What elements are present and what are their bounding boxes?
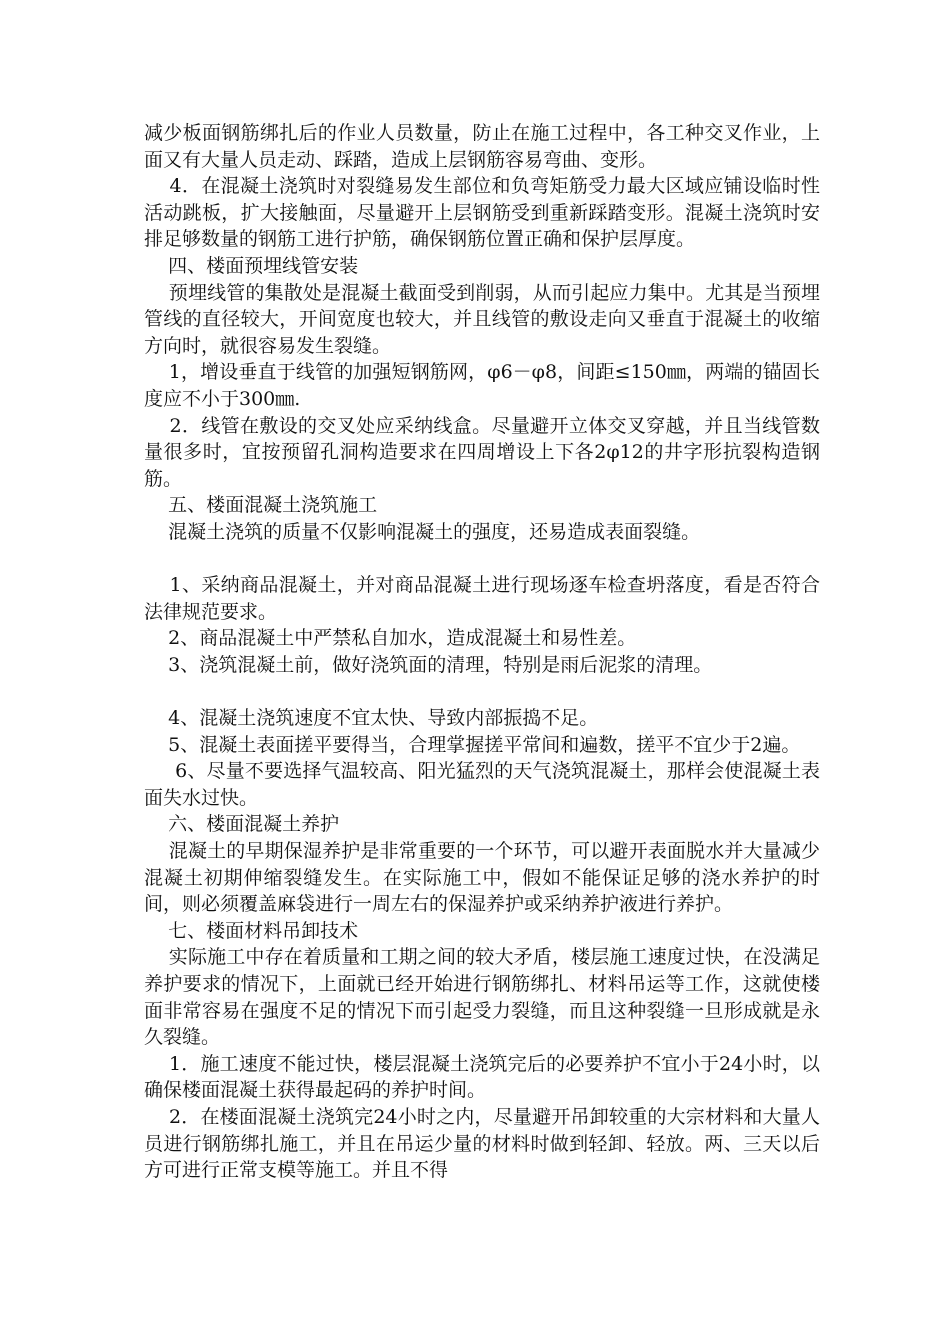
blank-line — [144, 546, 820, 573]
list-item: 6、尽量不要选择气温较高、阳光猛烈的天气浇筑混凝土，那样会使混凝土表面失水过快。 — [144, 760, 821, 809]
paragraph: 2．线管在敷设的交叉处应采纳线盒。尽量避开立体交叉穿越，并且当线管数量很多时，宜按预留孔洞构造要求在四周增设上下各2φ12的井字形抗裂构造钢筋。 — [144, 414, 820, 490]
paragraph: 预埋线管的集散处是混凝土截面受到削弱，从而引起应力集中。尤其是当预埋管线的直径较大，开间宽度也较大，并且线管的敷设走向又垂直于混凝土的收缩方向时，就很容易发生裂缝。 — [144, 281, 820, 357]
list-item: 4、混凝土浇筑速度不宜太快、导致内部振捣不足。 — [144, 707, 599, 730]
paragraph: 实际施工中存在着质量和工期之间的较大矛盾，楼层施工速度过快，在没满足养护要求的情况下，上面就已经开始进行钢筋绑扎、材料吊运等工作，这就使楼面非常容易在强度不足的情况下而引起受力裂缝，而且这种裂缝一旦形成就是永久裂缝。 — [144, 946, 820, 1049]
list-item: 1、采纳商品混凝土，并对商品混凝土进行现场逐车检查坍落度，看是否符合法律规范要求。 — [144, 574, 820, 623]
paragraph: 4．在混凝土浇筑时对裂缝易发生部位和负弯矩筋受力最大区域应铺设临时性活动跳板，扩大接触面，尽量避开上层钢筋受到重新踩踏变形。混凝土浇筑时安排足够数量的钢筋工进行护筋，确保钢筋位置正确和保护层厚度。 — [144, 175, 820, 251]
section-heading: 七、楼面材料吊卸技术 — [144, 919, 359, 942]
list-item: 3、浇筑混凝土前，做好浇筑面的清理，特别是雨后泥浆的清理。 — [144, 653, 713, 676]
document-body — [144, 120, 820, 1184]
blank-line — [144, 678, 820, 705]
section-heading: 六、楼面混凝土养护 — [144, 813, 340, 836]
list-item: 5、混凝土表面搓平要得当，合理掌握搓平常间和遍数，搓平不宜少于2遍。 — [144, 733, 801, 756]
paragraph: 1，增设垂直于线管的加强短钢筋网，φ6－φ8，间距≤150㎜，两端的锚固长度应不小于300㎜. — [144, 361, 820, 410]
list-item: 2、商品混凝土中严禁私自加水，造成混凝土和易性差。 — [144, 627, 637, 650]
paragraph: 减少板面钢筋绑扎后的作业人员数量，防止在施工过程中，各工种交叉作业，上面又有大量人员走动、踩踏，造成上层钢筋容易弯曲、变形。 — [144, 122, 820, 171]
paragraph: 混凝土浇筑的质量不仅影响混凝土的强度，还易造成表面裂缝。 — [144, 520, 701, 543]
section-heading: 四、楼面预埋线管安装 — [144, 254, 359, 277]
list-item: 1．施工速度不能过快，楼层混凝土浇筑完后的必要养护不宜小于24小时，以确保楼面混凝土获得最起码的养护时间。 — [144, 1052, 820, 1102]
section-heading: 五、楼面混凝土浇筑施工 — [144, 494, 378, 517]
paragraph: 混凝土的早期保湿养护是非常重要的一个环节，可以避开表面脱水并大量减少混凝土初期伸缩裂缝发生。在实际施工中，假如不能保证足够的浇水养护的时间，则必须覆盖麻袋进行一周左右的保湿养护或采纳养护液进行养护。 — [144, 840, 820, 916]
list-item: 2．在楼面混凝土浇筑完24小时之内，尽量避开吊卸较重的大宗材料和大量人员进行钢筋绑扎施工，并且在吊运少量的材料时做到轻卸、轻放。两、三天以后方可进行正常支模等施工。并且不得 — [144, 1105, 820, 1182]
